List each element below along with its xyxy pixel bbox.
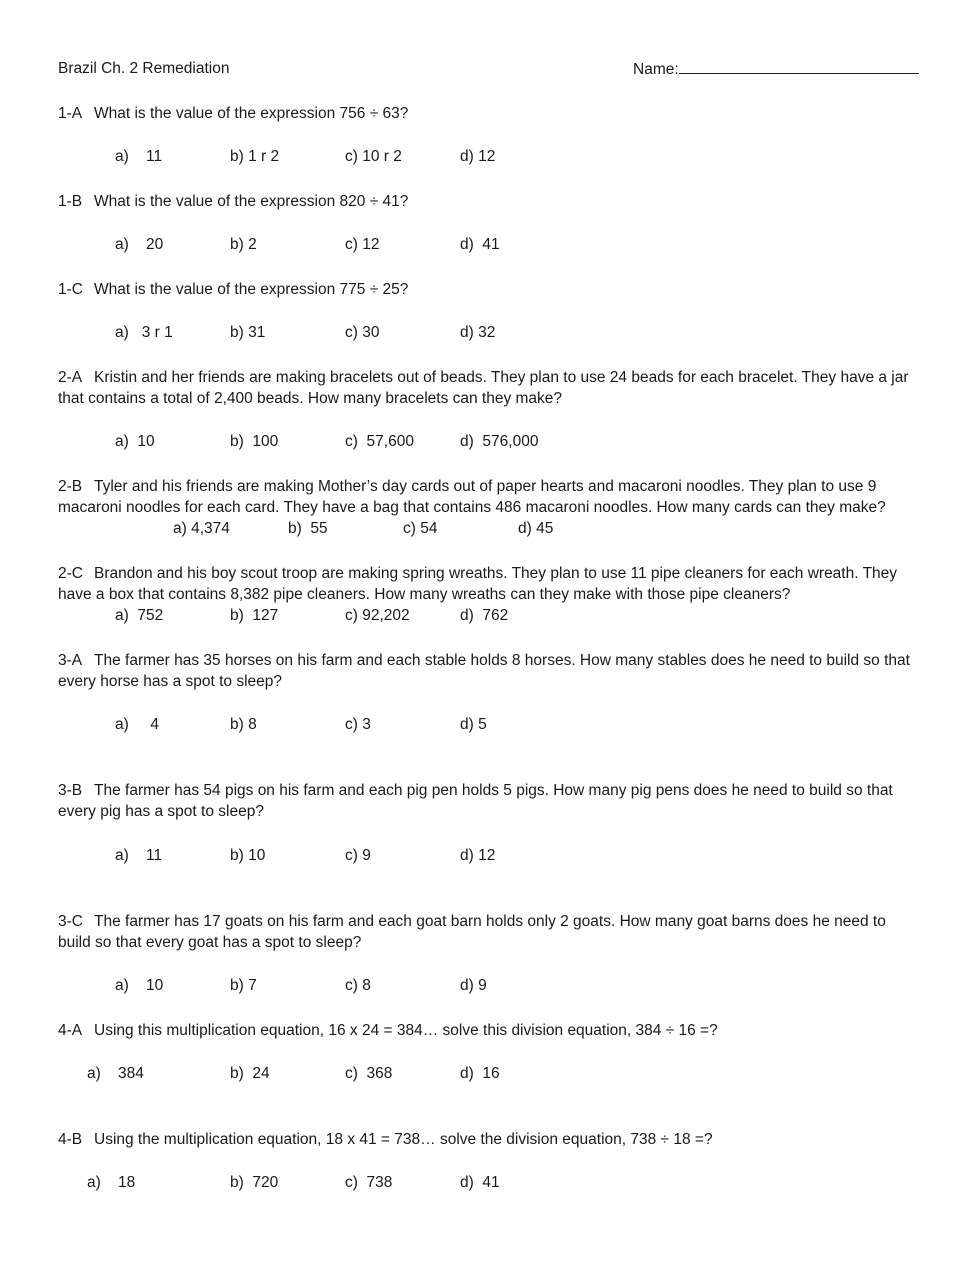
option-c[interactable]: c) 30 — [345, 324, 380, 341]
option-c[interactable]: c) 3 — [345, 716, 371, 733]
option-b[interactable]: b) 10 — [230, 847, 266, 864]
option-a[interactable]: a) 10 — [115, 977, 164, 994]
option-d[interactable]: d) 5 — [460, 716, 487, 733]
option-c[interactable]: c) 54 — [403, 520, 438, 537]
option-b[interactable]: b) 720 — [230, 1174, 279, 1191]
option-a[interactable]: a) 11 — [115, 847, 163, 864]
option-c[interactable]: c) 8 — [345, 977, 371, 994]
question-4b — [58, 1129, 918, 1150]
question-1c — [58, 279, 918, 300]
option-a[interactable]: a) 18 — [87, 1174, 136, 1191]
question-text: Tyler and his friends are making Mother’s day cards out of paper hearts and macaroni noodles. They plan to use 9 macaroni noodles for each card. They have a bag that contains 486 macaroni noodles. How many cards can they make? — [58, 478, 886, 516]
name-field[interactable] — [633, 59, 919, 79]
option-c[interactable]: c) 57,600 — [345, 433, 414, 450]
option-d[interactable]: d) 41 — [460, 236, 500, 253]
question-3b — [58, 780, 918, 822]
option-a[interactable]: a) 752 — [115, 607, 164, 624]
worksheet-title: Brazil Ch. 2 Remediation — [58, 60, 230, 77]
option-b[interactable]: b) 55 — [288, 520, 328, 537]
option-b[interactable]: b) 24 — [230, 1065, 270, 1082]
option-d[interactable]: d) 12 — [460, 847, 496, 864]
option-b[interactable]: b) 2 — [230, 236, 257, 253]
option-a[interactable]: a) 20 — [115, 236, 164, 253]
question-number: 1-A — [58, 105, 83, 122]
option-d[interactable]: d) 9 — [460, 977, 487, 994]
question-2c — [58, 563, 918, 605]
option-c[interactable]: c) 12 — [345, 236, 380, 253]
question-number: 3-B — [58, 782, 83, 799]
question-number: 4-B — [58, 1131, 83, 1148]
question-number: 1-B — [58, 193, 83, 210]
question-2a — [58, 367, 918, 409]
question-number: 2-A — [58, 369, 83, 386]
question-text: Kristin and her friends are making bracelets out of beads. They plan to use 24 beads for each bracelet. They have a jar that contains a total of 2,400 beads. How many bracelets can they make? — [58, 369, 909, 407]
option-b[interactable]: b) 100 — [230, 433, 279, 450]
question-text: What is the value of the expression 756 ÷ 63? — [94, 105, 409, 122]
option-a[interactable]: a) 384 — [87, 1065, 144, 1082]
question-text: The farmer has 54 pigs on his farm and each pig pen holds 5 pigs. How many pig pens does he need to build so that every pig has a spot to sleep? — [58, 782, 893, 820]
option-a[interactable]: a) 11 — [115, 148, 163, 165]
option-d[interactable]: d) 12 — [460, 148, 496, 165]
option-b[interactable]: b) 8 — [230, 716, 257, 733]
option-d[interactable]: d) 41 — [460, 1174, 500, 1191]
name-label: Name: — [633, 61, 679, 78]
question-number: 2-C — [58, 565, 83, 582]
option-d[interactable]: d) 576,000 — [460, 433, 539, 450]
option-d[interactable]: d) 16 — [460, 1065, 500, 1082]
question-text: What is the value of the expression 775 ÷ 25? — [94, 281, 409, 298]
option-a[interactable]: a) 10 — [115, 433, 155, 450]
question-number: 2-B — [58, 478, 83, 495]
option-c[interactable]: c) 10 r 2 — [345, 148, 402, 165]
question-3c — [58, 911, 918, 953]
question-1a — [58, 103, 918, 124]
option-d[interactable]: d) 45 — [518, 520, 554, 537]
question-text: What is the value of the expression 820 ÷ 41? — [94, 193, 409, 210]
question-number: 1-C — [58, 281, 83, 298]
name-blank-line[interactable] — [679, 59, 919, 74]
question-number: 3-A — [58, 652, 83, 669]
question-4a — [58, 1020, 918, 1041]
question-3a — [58, 650, 918, 692]
option-a[interactable]: a) 4 — [115, 716, 159, 733]
question-number: 3-C — [58, 913, 83, 930]
question-text: The farmer has 35 horses on his farm and each stable holds 8 horses. How many stables does he need to build so that every horse has a spot to sleep? — [58, 652, 910, 690]
option-a[interactable]: a) 3 r 1 — [115, 324, 173, 341]
option-d[interactable]: d) 32 — [460, 324, 496, 341]
option-b[interactable]: b) 31 — [230, 324, 266, 341]
question-text: The farmer has 17 goats on his farm and each goat barn holds only 2 goats. How many goat barns does he need to build so that every goat has a spot to sleep? — [58, 913, 886, 951]
option-d[interactable]: d) 762 — [460, 607, 509, 624]
question-text: Using the multiplication equation, 18 x 41 = 738… solve the division equation, 738 ÷ 18 =? — [94, 1131, 713, 1148]
option-c[interactable]: c) 92,202 — [345, 607, 410, 624]
option-c[interactable]: c) 368 — [345, 1065, 393, 1082]
question-1b — [58, 191, 918, 212]
question-number: 4-A — [58, 1022, 83, 1039]
option-b[interactable]: b) 7 — [230, 977, 257, 994]
question-text: Brandon and his boy scout troop are making spring wreaths. They plan to use 11 pipe cleaners for each wreath. They have a box that contains 8,382 pipe cleaners. How many wreaths can they make with those pipe cleaners? — [58, 565, 898, 603]
option-c[interactable]: c) 738 — [345, 1174, 393, 1191]
option-c[interactable]: c) 9 — [345, 847, 371, 864]
question-text: Using this multiplication equation, 16 x 24 = 384… solve this division equation, 384 ÷ 16 =? — [94, 1022, 718, 1039]
option-a[interactable]: a) 4,374 — [173, 520, 230, 537]
question-2b — [58, 476, 918, 518]
option-b[interactable]: b) 1 r 2 — [230, 148, 280, 165]
option-b[interactable]: b) 127 — [230, 607, 279, 624]
